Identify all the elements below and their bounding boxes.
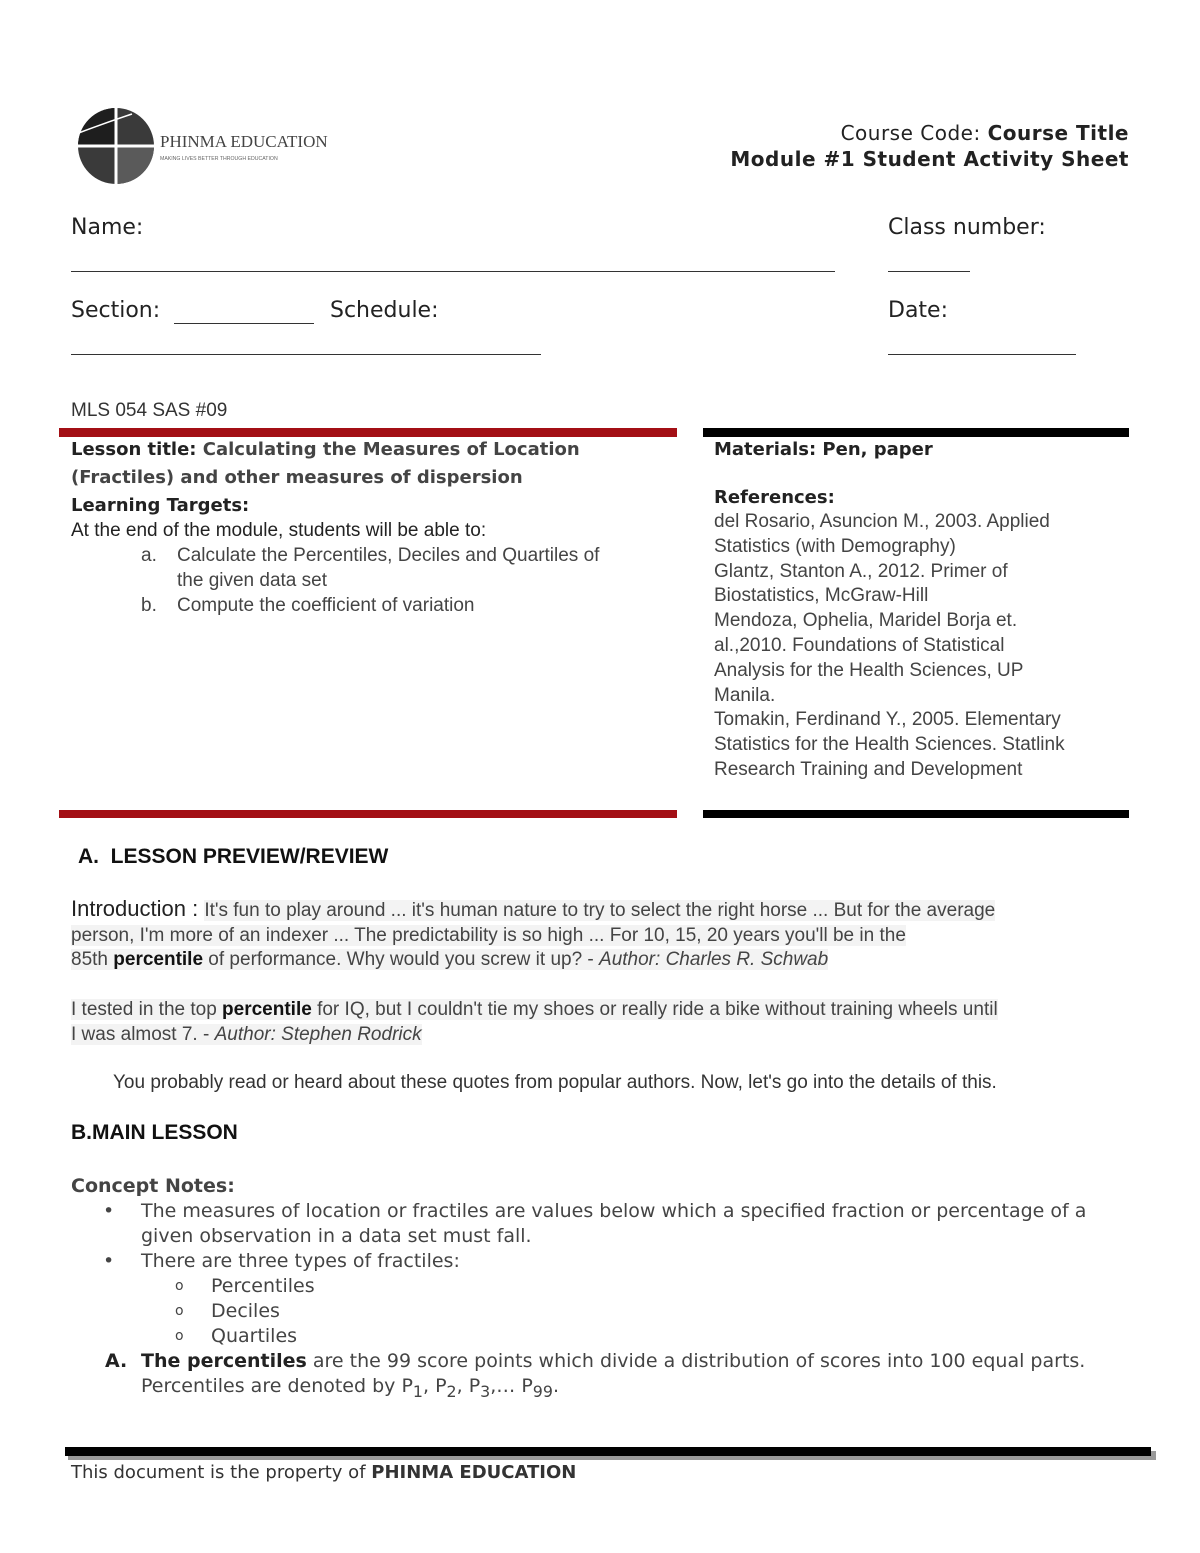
section-b-heading: B.MAIN LESSON — [71, 1121, 238, 1144]
quote-2-text2: I was almost 7. - — [71, 1023, 215, 1045]
logo-tagline-text: MAKING LIVES BETTER THROUGH EDUCATION — [160, 156, 278, 162]
references-list — [714, 510, 1134, 783]
reference-line: Statistics (with Demography) — [714, 535, 956, 557]
quote-1-text1: It's fun to play around ... it's human nature to try to select the right horse ... But for the average — [204, 900, 996, 921]
materials-block — [714, 437, 1134, 783]
percentiles-definition — [71, 1349, 1151, 1404]
materials-label: Materials: Pen, paper — [714, 439, 933, 460]
subscript: 2 — [446, 1381, 457, 1401]
section-label: Section: — [71, 298, 161, 323]
quote-2-text1a: I tested in the top — [71, 999, 223, 1020]
fractile-item — [71, 1324, 1151, 1349]
name-field[interactable] — [71, 271, 835, 272]
reference-line: Biostatistics, McGraw-Hill — [714, 585, 929, 607]
schedule-label: Schedule: — [330, 298, 439, 323]
quote-2-line1 — [71, 998, 1141, 1023]
date-field[interactable] — [888, 354, 1076, 355]
target-b-line1: Compute the coefficient of variation — [177, 595, 475, 616]
concept-bullet-1-line2: given observation in a data set must fall. — [141, 1225, 532, 1247]
concept-bullet-1-line1: The measures of location or fractiles are values below which a specified fraction or percentage of a — [141, 1200, 1087, 1222]
section-field[interactable] — [174, 323, 314, 324]
percentiles-term: The percentiles — [141, 1350, 307, 1372]
materials-bottom-bar — [703, 810, 1129, 818]
concept-bullet-2 — [71, 1249, 1151, 1274]
phinma-logo-icon — [72, 104, 332, 188]
lesson-bottom-bar — [59, 810, 677, 818]
quote-1-text3b: of performance. Why would you screw it up? - — [203, 949, 600, 970]
lesson-title-line1 — [71, 437, 671, 462]
course-code-label: Course Code: — [840, 121, 988, 145]
name-label: Name: — [71, 215, 144, 240]
section-a-title: LESSON PREVIEW/REVIEW — [110, 845, 389, 868]
schedule-field[interactable] — [71, 354, 541, 355]
learning-targets-label: Learning Targets: — [71, 495, 250, 516]
lesson-title-label: Lesson title: — [71, 439, 203, 460]
footer-text — [71, 1462, 576, 1483]
fractile-item — [71, 1299, 1151, 1324]
item-a-marker: A. — [105, 1350, 128, 1372]
reference-line: Statistics for the Health Sciences. Statlink — [714, 734, 1065, 756]
concept-bullet-1 — [71, 1199, 1151, 1249]
subscript: 3 — [480, 1381, 491, 1401]
target-b — [71, 593, 671, 618]
percentiles-line1 — [141, 1349, 1151, 1374]
learning-targets-intro: At the end of the module, students will be able to: — [71, 520, 487, 541]
target-a-line1: Calculate the Percentiles, Deciles and Quartiles of — [177, 545, 600, 566]
quote-1-author: Author: Charles R. Schwab — [599, 949, 829, 970]
quote-1-text2: person, I'm more of an indexer ... The predictability is so high ... For 10, 15, 20 years you'll be in the — [71, 924, 906, 946]
section-a-marker: A. — [78, 845, 99, 868]
fractile-item — [71, 1274, 1151, 1299]
course-header — [730, 120, 1129, 172]
target-a — [71, 543, 671, 593]
class-number-label: Class number: — [888, 215, 1046, 240]
reference-line: Analysis for the Health Sciences, UP — [714, 659, 1024, 681]
reference-line: Research Training and Development — [714, 758, 1023, 780]
course-code-line — [730, 120, 1129, 146]
percentiles-desc: are the 99 score points which divide a distribution of scores into 100 equal parts. — [306, 1350, 1086, 1372]
reference-line: Glantz, Stanton A., 2012. Primer of — [714, 560, 1008, 582]
reference-line: Mendoza, Ophelia, Maridel Borja et. — [714, 610, 1018, 632]
lesson-title-text1: Calculating the Measures of Location — [202, 439, 580, 460]
footer-org: PHINMA EDUCATION — [371, 1462, 577, 1483]
fractile-types — [71, 1274, 1151, 1349]
quote-1-text3a: 85th — [71, 949, 114, 970]
quote-1 — [71, 897, 1141, 973]
lesson-block — [71, 437, 671, 618]
bullet-dot-icon: • — [103, 1200, 115, 1222]
target-b-marker: b. — [141, 595, 157, 616]
footer-bar — [65, 1447, 1151, 1456]
quote-1-line1 — [71, 897, 1141, 924]
reference-line: Tomakin, Ferdinand Y., 2005. Elementary — [714, 709, 1061, 731]
percentiles-notation: Percentiles are denoted by P — [141, 1375, 413, 1397]
quote-1-line3 — [71, 948, 1141, 973]
class-number-field[interactable] — [888, 271, 970, 272]
quote-2 — [71, 998, 1141, 1047]
quote-1-bold: percentile — [113, 949, 204, 970]
section-a-heading — [78, 845, 388, 869]
concept-bullets — [71, 1199, 1151, 1274]
percentiles-line2: Percentiles are denoted by $P_1$, $P_2$, $P_3,\dots$ $P_{99}$. — [141, 1375, 559, 1401]
concept-bullet-2-text: There are three types of fractiles: — [141, 1250, 460, 1272]
phinma-logo — [72, 104, 332, 188]
subscript: 1 — [412, 1381, 423, 1401]
concept-notes — [71, 1174, 1151, 1404]
footer-label: This document is the property of — [71, 1462, 372, 1483]
module-title: Module #1 Student Activity Sheet — [730, 147, 1129, 171]
fractile-label: Deciles — [211, 1300, 280, 1322]
target-a-line2: the given data set — [177, 570, 327, 591]
fractile-label: Quartiles — [211, 1325, 298, 1347]
circle-bullet-icon: o — [175, 1328, 184, 1344]
materials-top-bar — [703, 428, 1129, 437]
quote-2-line2 — [71, 1023, 1141, 1048]
logo-org-text: PHINMA EDUCATION — [160, 132, 328, 151]
intro-label: Introduction : — [71, 896, 205, 921]
quote-2-bold: percentile — [222, 999, 312, 1020]
reference-line: Manila. — [714, 684, 776, 706]
quote-1-line2 — [71, 924, 1141, 949]
course-title: Course Title — [987, 121, 1129, 145]
circle-bullet-icon: o — [175, 1278, 184, 1294]
target-a-marker: a. — [141, 545, 157, 566]
concept-notes-label: Concept Notes: — [71, 1175, 235, 1197]
references-label: References: — [714, 487, 835, 508]
circle-bullet-icon: o — [175, 1303, 184, 1319]
lesson-title-line2: (Fractiles) and other measures of dispersion — [71, 467, 523, 488]
sas-code: MLS 054 SAS #09 — [71, 400, 228, 421]
subscript: 99 — [532, 1381, 553, 1401]
reference-line: al.,2010. Foundations of Statistical — [714, 634, 1005, 656]
lesson-top-bar — [59, 428, 677, 437]
reference-line: del Rosario, Asuncion M., 2003. Applied — [714, 511, 1050, 532]
date-label: Date: — [888, 298, 948, 323]
bullet-dot-icon: • — [103, 1250, 115, 1272]
closing-text: You probably read or heard about these quotes from popular authors. Now, let's go into the details of this. — [113, 1072, 997, 1093]
quote-2-author: Author: Stephen Rodrick — [214, 1023, 422, 1045]
fractile-label: Percentiles — [211, 1275, 315, 1297]
quote-2-text1b: for IQ, but I couldn't tie my shoes or really ride a bike without training wheels until — [311, 999, 998, 1020]
